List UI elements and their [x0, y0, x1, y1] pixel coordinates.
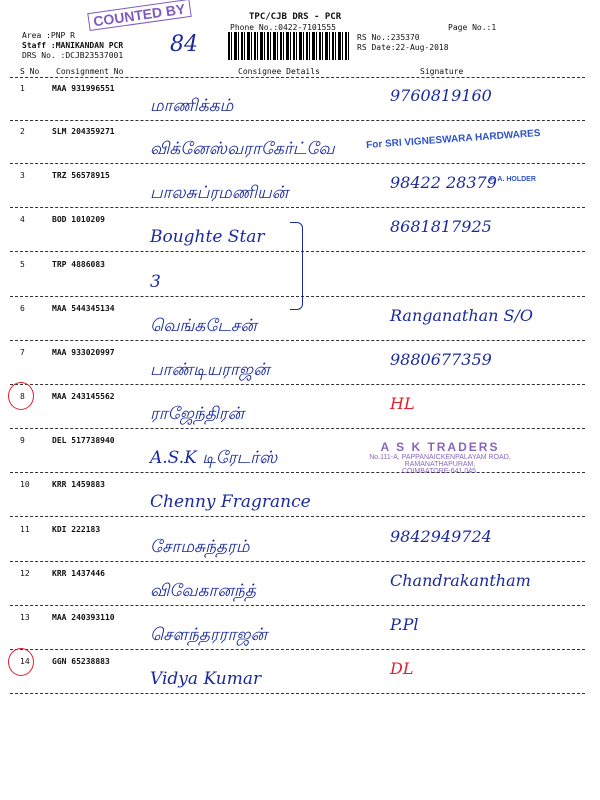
- row-signature-handwriting: 9760819160: [390, 86, 492, 105]
- rs-number: RS No.:235370: [357, 33, 420, 42]
- row-sno: 7: [20, 348, 25, 357]
- row-consignment: MAA 240393110: [52, 613, 115, 622]
- row-consignee-handwriting: A.S.K டிரேடர்ஸ்: [150, 448, 278, 468]
- row-consignment: GGN 65238883: [52, 657, 110, 666]
- row-consignee-handwriting: Chenny Fragrance: [150, 492, 311, 512]
- row-consignee-handwriting: 3: [150, 272, 161, 292]
- ask-name: A S K TRADERS: [380, 440, 500, 454]
- red-circle-row14: [8, 648, 34, 676]
- row-sno: 10: [20, 480, 30, 489]
- row-consignee-handwriting: சௌந்தரராஜன்: [150, 625, 268, 645]
- row-divider: [10, 605, 585, 606]
- ask-address-2: RAMANATHAPURAM,: [404, 461, 476, 468]
- row-consignment: KRR 1437446: [52, 569, 105, 578]
- ask-address-3: COIMBATORE-641 045.: [402, 468, 478, 475]
- row-divider: [10, 120, 585, 121]
- rs-date: RS Date:22-Aug-2018: [357, 43, 449, 52]
- bracket-mark: [290, 222, 303, 310]
- red-circle-row8: [8, 382, 34, 410]
- barcode: [228, 32, 350, 60]
- row-signature-handwriting: 8681817925: [390, 217, 492, 236]
- counted-by-stamp: COUNTED BY: [87, 0, 191, 31]
- row-divider: [10, 561, 585, 562]
- row-consignment: TRZ 56578915: [52, 171, 110, 180]
- row-signature-handwriting: Ranganathan S/O: [390, 306, 534, 325]
- row-signature-handwriting: DL: [390, 659, 414, 678]
- row-sno: 3: [20, 171, 25, 180]
- row-consignment: KRR 1459883: [52, 480, 105, 489]
- row-divider: [10, 516, 585, 517]
- row-divider: [10, 649, 585, 650]
- area-label: Area :PNP R: [22, 31, 75, 40]
- row-consignee-handwriting: விக்னேஸ்வராகேர்ட்வே: [150, 139, 335, 159]
- row-sno: 12: [20, 569, 30, 578]
- row-signature-handwriting: 9842949724: [390, 527, 492, 546]
- vigneswara-holder: P. A. HOLDER: [490, 176, 536, 183]
- row-sno: 4: [20, 215, 25, 224]
- row-divider: [10, 384, 585, 385]
- row-signature-handwriting: HL: [390, 394, 415, 413]
- row-sno: 11: [20, 525, 30, 534]
- row-consignment: KDI 222183: [52, 525, 101, 534]
- row-divider: [10, 693, 585, 694]
- handwritten-number: 84: [170, 32, 198, 57]
- row-consignment: MAA 243145562: [52, 392, 115, 401]
- row-consignment: TRP 4886083: [52, 260, 105, 269]
- row-sno: 1: [20, 84, 25, 93]
- row-consignee-handwriting: Vidya Kumar: [150, 669, 262, 689]
- row-signature-handwriting: 9880677359: [390, 350, 492, 369]
- drs-number: DRS No. :DCJB23537001: [22, 51, 124, 60]
- row-consignment: BOD 1010209: [52, 215, 105, 224]
- row-consignment: MAA 933020997: [52, 348, 115, 357]
- row-consignment: SLM 204359271: [52, 127, 115, 136]
- row-consignee-handwriting: சோமசுந்தரம்: [150, 537, 250, 557]
- header-divider: [10, 77, 585, 78]
- row-consignee-handwriting: மாணிக்கம்: [150, 96, 234, 116]
- row-sno: 14: [20, 657, 30, 666]
- row-consignment: MAA 544345134: [52, 304, 115, 313]
- row-consignment: MAA 931996551: [52, 84, 115, 93]
- row-signature-handwriting: P.Pl: [390, 615, 419, 634]
- row-consignment: DEL 517738940: [52, 436, 115, 445]
- row-consignee-handwriting: Boughte Star: [150, 227, 265, 247]
- row-divider: [10, 340, 585, 341]
- page-title: TPC/CJB DRS - PCR: [249, 12, 342, 22]
- ask-address-1: No.111-A, PAPPANAICKENPALAYAM ROAD,: [369, 454, 511, 461]
- row-consignee-handwriting: பாண்டியராஜன்: [150, 360, 270, 380]
- row-signature-handwriting: 98422 28379: [390, 173, 497, 192]
- row-sno: 8: [20, 392, 25, 401]
- row-consignee-handwriting: பாலசுப்ரமணியன்: [150, 183, 289, 203]
- col-consignment: Consignment No: [56, 67, 124, 76]
- col-signature: Signature: [420, 67, 464, 76]
- ask-traders-stamp: [360, 440, 520, 475]
- row-sno: 2: [20, 127, 25, 136]
- page-number: Page No.:1: [448, 23, 497, 32]
- phone-number: Phone No.:0422-7101555: [230, 23, 336, 32]
- row-divider: [10, 163, 585, 164]
- row-signature-handwriting: Chandrakantham: [390, 571, 531, 590]
- col-sno: S No: [20, 67, 40, 76]
- row-sno: 13: [20, 613, 30, 622]
- row-divider: [10, 428, 585, 429]
- row-sno: 5: [20, 260, 25, 269]
- vigneswara-stamp: For SRI VIGNESWARA HARDWARES: [365, 127, 541, 152]
- col-consignee: Consignee Details: [238, 67, 320, 76]
- row-consignee-handwriting: விவேகானந்த்: [150, 581, 256, 601]
- row-sno: 9: [20, 436, 25, 445]
- row-consignee-handwriting: வெங்கடேசன்: [150, 316, 257, 336]
- row-consignee-handwriting: ராஜேந்திரன்: [150, 404, 245, 424]
- row-divider: [10, 207, 585, 208]
- row-sno: 6: [20, 304, 25, 313]
- staff-label: Staff :MANIKANDAN PCR: [22, 41, 124, 50]
